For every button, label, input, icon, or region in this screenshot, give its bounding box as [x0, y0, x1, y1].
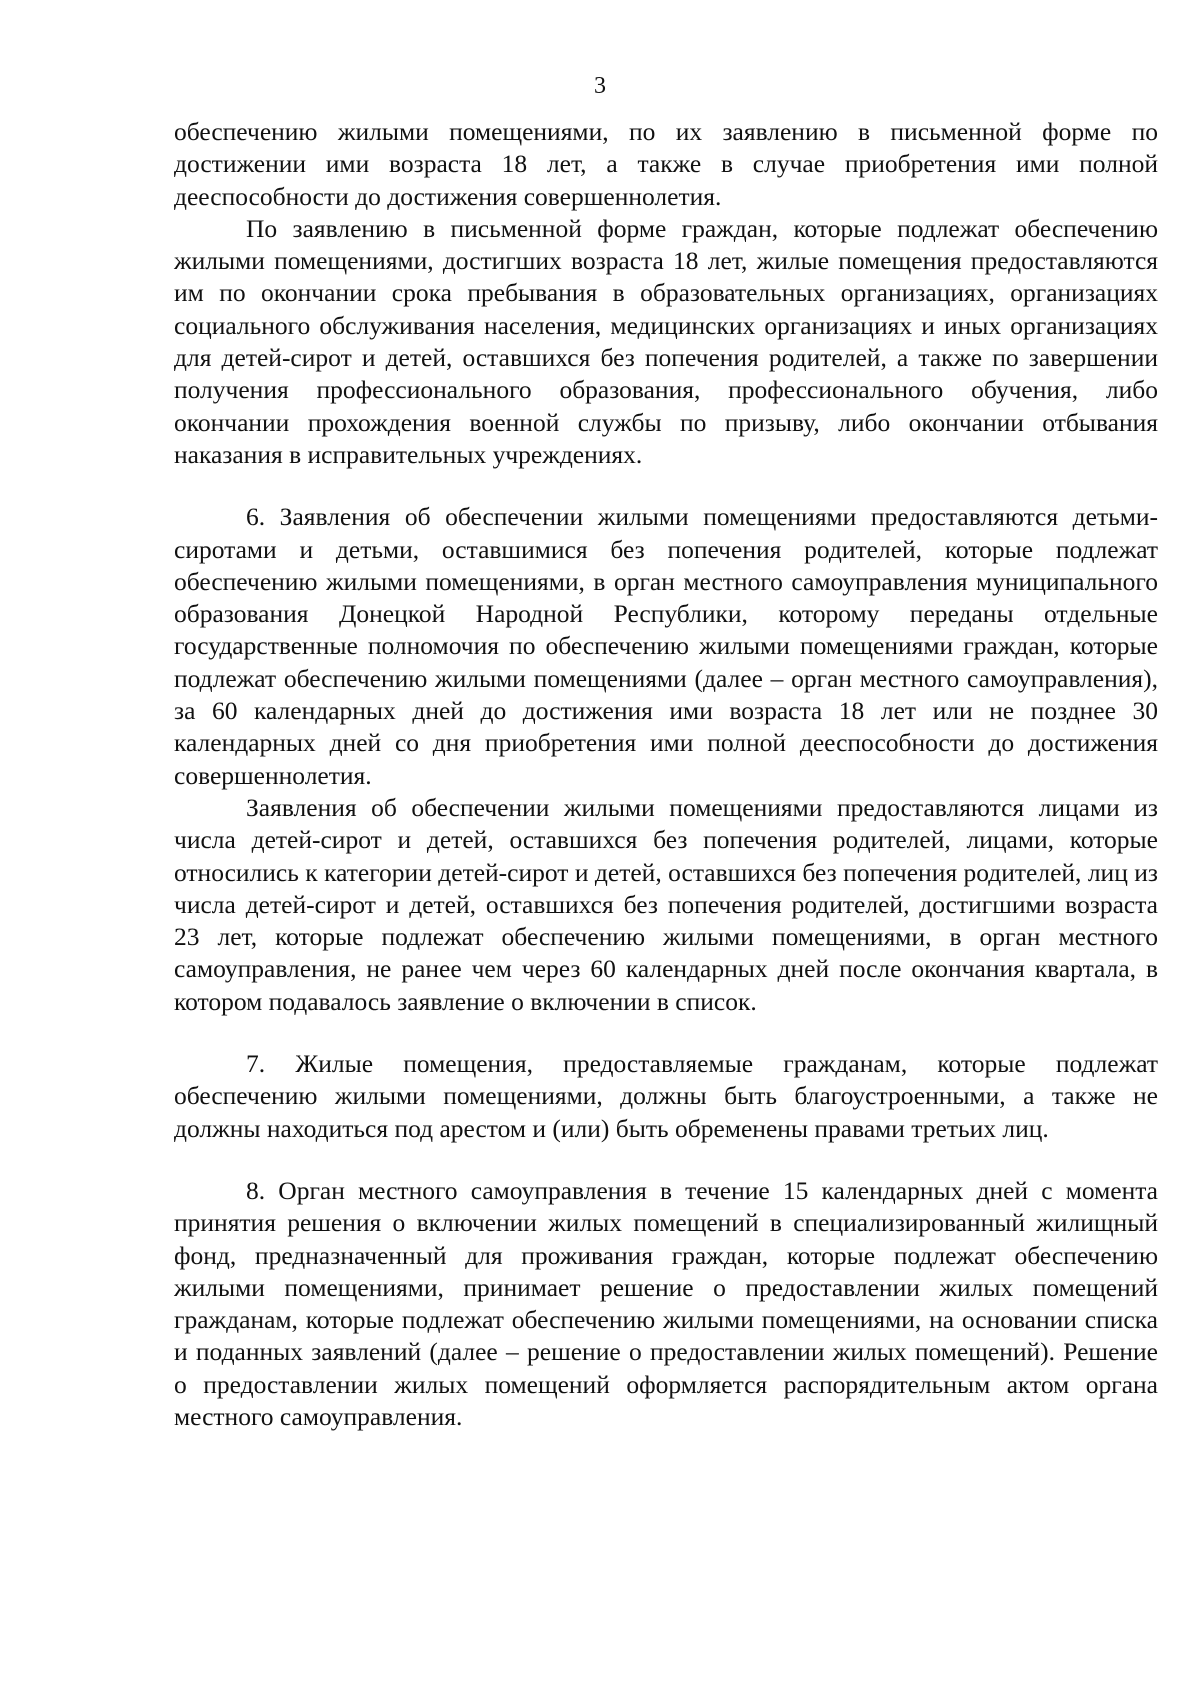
paragraph-item-6-persons: Заявления об обеспечении жилыми помещениями предоставляются лицами из числа детей-сирот и детей, оставшихся без попечения родителей, лицами, которые относились к категории детей-сирот и детей, оставшихся без попечения родителей, лиц из числа детей-сирот и детей, оставшихся без попечения родителей, достигшими возраста 23 лет, которые подлежат обеспечению жилыми помещениями, в орган местного самоуправления, не ранее чем через 60 календарных дней после окончания квартала, в котором подавалось заявление о включении в список.	[174, 792, 1158, 1016]
paragraph-item-6: 6. Заявления об обеспечении жилыми помещениями предоставляются детьми-сиротами и детьми, оставшимися без попечения родителей, которые подлежат обеспечению жилыми помещениями, в орган местного самоуправления муниципального образования Донецкой Народной Республики, которому переданы отдельные государственные полномочия по обеспечению жилыми помещениями граждан, которые подлежат обеспечению жилыми помещениями (далее – орган местного самоуправления), за 60 календарных дней до достижения ими возраста 18 лет или не позднее 30 календарных дней со дня приобретения ими полной дееспособности до достижения совершеннолетия.	[174, 502, 1158, 790]
paragraph-item-8: 8. Орган местного самоуправления в течение 15 календарных дней с момента принятия решения о включении жилых помещений в специализированный жилищный фонд, предназначенный для проживания граждан, которые подлежат обеспечению жилыми помещениями, принимает решение о предоставлении жилых помещений гражданам, которые подлежат обеспечению жилыми помещениями, на основании списка и поданных заявлений (далее – решение о предоставлении жилых помещений). Решение о предоставлении жилых помещений оформляется распорядительным актом органа местного самоуправления.	[174, 1175, 1158, 1431]
paragraph-continuation: обеспечению жилыми помещениями, по их заявлению в письменной форме по достижении ими возраста 18 лет, а также в случае приобретения ими полной дееспособности до достижения совершеннолетия.	[174, 117, 1158, 211]
paragraph-item-7: 7. Жилые помещения, предоставляемые гражданам, которые подлежат обеспечению жилыми помещениями, должны быть благоустроенными, а также не должны находиться под арестом и (или) быть обременены правами третьих лиц.	[174, 1049, 1158, 1143]
paragraph-application-after-18: По заявлению в письменной форме граждан, которые подлежат обеспечению жилыми помещениями, достигших возраста 18 лет, жилые помещения предоставляются им по окончании срока пребывания в образовательных организациях, организациях социального обслуживания населения, медицинских организациях и иных организациях для детей-сирот и детей, оставшихся без попечения родителей, а также по завершении получения профессионального образования, профессионального обучения, либо окончании прохождения военной службы по призыву, либо окончании отбывания наказания в исправительных учреждениях.	[174, 213, 1158, 469]
page-number: 3	[594, 73, 606, 99]
document-body	[174, 116, 1158, 1433]
